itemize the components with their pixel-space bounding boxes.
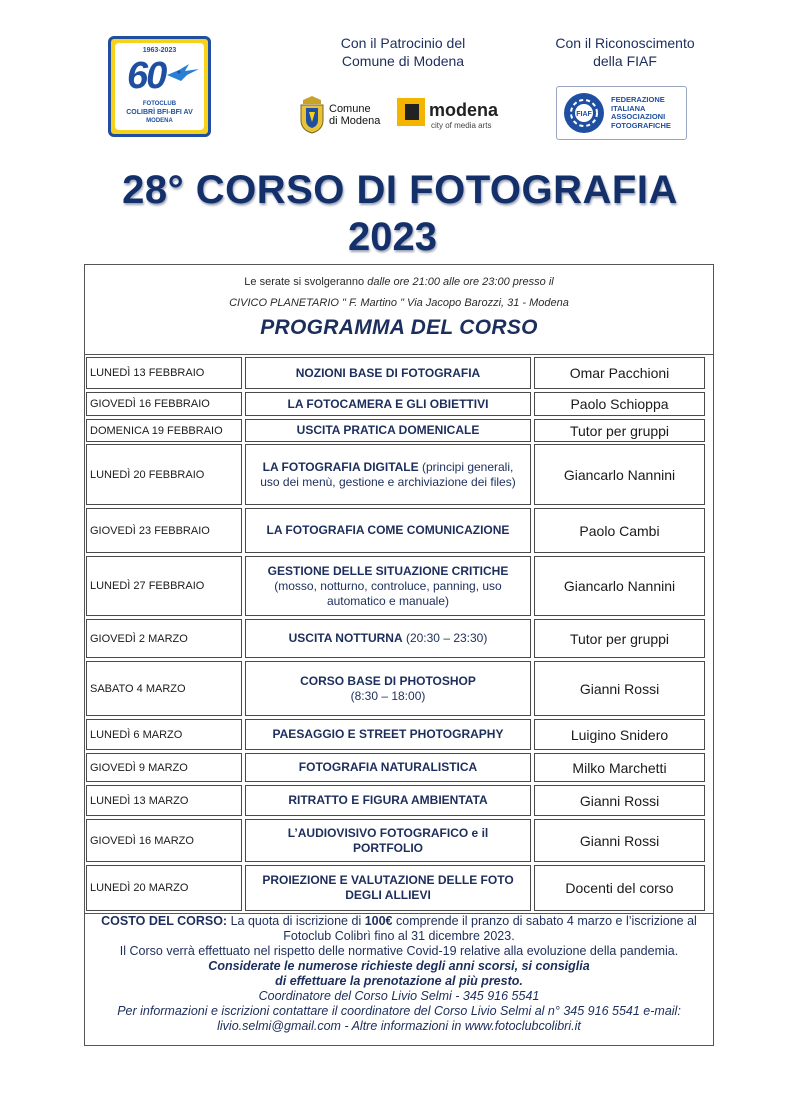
lesson-topic [245, 357, 531, 389]
lesson-topic-text [296, 366, 480, 381]
fiaf-logo-icon [563, 92, 605, 134]
lesson-topic [245, 556, 531, 616]
lesson-tutor: Gianni Rossi [534, 819, 705, 862]
lesson-topic-title: FOTOGRAFIA NATURALISTICA [298, 760, 478, 774]
lesson-tutor: Gianni Rossi [534, 661, 705, 716]
schedule-row [84, 556, 714, 616]
lesson-topic [245, 392, 531, 416]
fiaf-abbr: FIAF [576, 111, 592, 118]
comune-line1: Comune [329, 103, 371, 115]
lesson-date: GIOVEDÌ 9 MARZO [86, 753, 242, 782]
riconoscimento-text [525, 34, 725, 70]
lesson-date: LUNEDÌ 13 FEBBRAIO [86, 357, 242, 389]
intro-text [84, 272, 714, 314]
fotoclub-colibri-logo [108, 36, 211, 137]
fiaf-line: FEDERAZIONE [611, 95, 665, 104]
intro-line1-a: Le serate si svolgeranno [244, 276, 368, 288]
modena-word: modena [429, 100, 499, 120]
lesson-tutor: Tutor per gruppi [534, 619, 705, 658]
advice-line1: Considerate le numerose richieste degli anni scorsi, si consiglia [208, 959, 590, 973]
lesson-tutor: Paolo Schioppa [534, 392, 705, 416]
comune-line2: di Modena [329, 115, 381, 127]
lesson-topic [245, 753, 531, 782]
lesson-date: LUNEDÌ 27 FEBBRAIO [86, 556, 242, 616]
schedule-row [84, 444, 714, 505]
cost-text-a: La quota di iscrizione di [227, 914, 365, 928]
lesson-date: SABATO 4 MARZO [86, 661, 242, 716]
lesson-topic-text [289, 631, 488, 646]
fiaf-line: ITALIANA [611, 103, 646, 113]
lesson-topic [245, 444, 531, 505]
advice-line2: di effettuare la prenotazione al più presto. [275, 974, 523, 988]
lesson-topic-title: CORSO BASE DI PHOTOSHOP [300, 673, 476, 688]
lesson-date: LUNEDÌ 6 MARZO [86, 719, 242, 750]
lesson-date: GIOVEDÌ 16 MARZO [86, 819, 242, 862]
lesson-date: GIOVEDÌ 16 FEBBRAIO [86, 392, 242, 416]
lesson-topic [245, 785, 531, 816]
schedule-table [84, 354, 714, 914]
patrocinio-text [303, 34, 503, 70]
lesson-topic-title: L’AUDIOVISIVO FOTOGRAFICO e il PORTFOLIO [287, 825, 489, 855]
fiaf-line: FOTOGRAFICHE [611, 120, 671, 130]
lesson-topic-text [254, 826, 522, 856]
lesson-topic-title: RITRATTO E FIGURA AMBIENTATA [288, 793, 488, 807]
lesson-tutor: Giancarlo Nannini [534, 444, 705, 505]
lesson-topic-text [299, 760, 477, 775]
lesson-topic [245, 819, 531, 862]
lesson-topic-detail: (mosso, notturno, controluce, panning, uso automatico e manuale) [274, 578, 502, 608]
lesson-date: LUNEDÌ 13 MARZO [86, 785, 242, 816]
coordinator-line: Coordinatore del Corso Livio Selmi - 345 916 5541 [258, 989, 540, 1003]
lesson-date: LUNEDÌ 20 MARZO [86, 865, 242, 911]
lesson-topic [245, 865, 531, 911]
lesson-topic-text [267, 523, 510, 538]
lesson-topic-text [297, 423, 480, 438]
schedule-row [84, 419, 714, 442]
lesson-tutor: Paolo Cambi [534, 508, 705, 553]
page-title-year: 2023 [348, 215, 437, 259]
logo-years: 1963-2023 [142, 47, 177, 54]
lesson-topic-title: NOZIONI BASE DI FOTOGRAFIA [295, 365, 481, 380]
lesson-tutor: Luigino Snidero [534, 719, 705, 750]
patrocinio-line2: Comune di Modena [341, 53, 465, 69]
program-title: PROGRAMMA DEL CORSO [260, 316, 538, 339]
footer-info [84, 914, 714, 1034]
schedule-row [84, 819, 714, 862]
modena-subtitle: city of media arts [431, 121, 492, 130]
lesson-topic-text [254, 873, 522, 903]
schedule-row [84, 785, 714, 816]
riconoscimento-line1: Con il Riconoscimento [555, 35, 695, 51]
lesson-topic-title: LA FOTOGRAFIA COME COMUNICAZIONE [266, 523, 510, 537]
intro-line1-b: dalle ore 21:00 alle ore 23:00 presso il [367, 276, 554, 288]
lesson-topic-text [273, 727, 504, 742]
lesson-tutor: Tutor per gruppi [534, 419, 705, 442]
intro-line2: CIVICO PLANETARIO " F. Martino " Via Jacopo Barozzi, 31 - Modena [229, 297, 569, 309]
lesson-tutor: Omar Pacchioni [534, 357, 705, 389]
fiaf-logo [556, 86, 687, 140]
contact-line1: Per informazioni e iscrizioni contattare il coordinatore del Corso Livio Selmi al n° 345 916 5541 e-mail: [117, 1004, 681, 1018]
lesson-topic-title: LA FOTOCAMERA E GLI OBIETTIVI [287, 396, 489, 411]
logo-line-fotoclub: FOTOCLUB [142, 101, 177, 107]
schedule-row [84, 619, 714, 658]
lesson-topic-text [288, 793, 487, 808]
intro-line1 [84, 272, 714, 293]
schedule-row [84, 357, 714, 389]
lesson-tutor: Milko Marchetti [534, 753, 705, 782]
schedule-row [84, 508, 714, 553]
lesson-topic-title: LA FOTOGRAFIA DIGITALE [262, 459, 419, 474]
contact-line2: livio.selmi@gmail.com - Altre informazioni in www.fotoclubcolibri.it [217, 1019, 581, 1033]
cost-amount: 100€ [364, 914, 393, 928]
lesson-topic-title: USCITA PRATICA DOMENICALE [296, 423, 480, 437]
logo-sixty: 60 [127, 55, 166, 97]
lesson-date: GIOVEDÌ 2 MARZO [86, 619, 242, 658]
lesson-topic [245, 419, 531, 442]
logo-line-city: MODENA [146, 118, 173, 124]
cost-label: COSTO DEL CORSO: [101, 914, 228, 928]
riconoscimento-line2: della FIAF [593, 53, 657, 69]
comune-shield-icon [297, 94, 327, 134]
lesson-date: GIOVEDÌ 23 FEBBRAIO [86, 508, 242, 553]
hummingbird-icon [165, 61, 201, 83]
lesson-topic-text [254, 460, 522, 490]
patrocinio-line1: Con il Patrocinio del [340, 35, 466, 51]
lesson-tutor: Gianni Rossi [534, 785, 705, 816]
cost-paragraph [84, 914, 714, 944]
lesson-topic [245, 508, 531, 553]
lesson-topic-title: USCITA NOTTURNA [288, 631, 403, 645]
lesson-topic [245, 661, 531, 716]
lesson-topic [245, 619, 531, 658]
fiaf-line: ASSOCIAZIONI [611, 112, 666, 121]
schedule-row [84, 865, 714, 911]
lesson-topic-title: GESTIONE DELLE SITUAZIONE CRITICHE [267, 563, 509, 578]
schedule-row [84, 719, 714, 750]
lesson-tutor: Docenti del corso [534, 865, 705, 911]
covid-note: Il Corso verrà effettuato nel rispetto delle normative Covid-19 relative alla evoluzione della pandemia. [119, 944, 679, 958]
lesson-topic-detail: (20:30 – 23:30) [402, 631, 488, 645]
lesson-date: DOMENICA 19 FEBBRAIO [86, 419, 242, 442]
schedule-row [84, 753, 714, 782]
lesson-topic-text [300, 674, 476, 704]
lesson-topic-detail: (8:30 – 18:00) [350, 688, 426, 703]
logo-line-name: COLIBRÌ BFI-BFI AV [126, 109, 193, 116]
lesson-topic-text [288, 397, 489, 412]
modena-logo-icon [397, 98, 425, 126]
lesson-topic-title: PROIEZIONE E VALUTAZIONE DELLE FOTO DEGLI ALLIEVI [262, 873, 514, 902]
lesson-tutor: Giancarlo Nannini [534, 556, 705, 616]
modena-city-logo [393, 94, 513, 136]
lesson-topic [245, 719, 531, 750]
cost-text-b: comprende il pranzo di sabato 4 marzo e l’iscrizione al Fotoclub Colibrì fino al 31 dicembre 2023. [283, 914, 697, 943]
lesson-topic-title: PAESAGGIO E STREET PHOTOGRAPHY [272, 727, 504, 741]
lesson-topic-detail: (principi generali, uso dei menù, gestione e archiviazione dei files) [260, 459, 516, 489]
schedule-row [84, 661, 714, 716]
page-title: 28° CORSO DI FOTOGRAFIA [122, 168, 678, 212]
lesson-topic-text [254, 564, 522, 609]
schedule-row [84, 392, 714, 416]
lesson-date: LUNEDÌ 20 FEBBRAIO [86, 444, 242, 505]
